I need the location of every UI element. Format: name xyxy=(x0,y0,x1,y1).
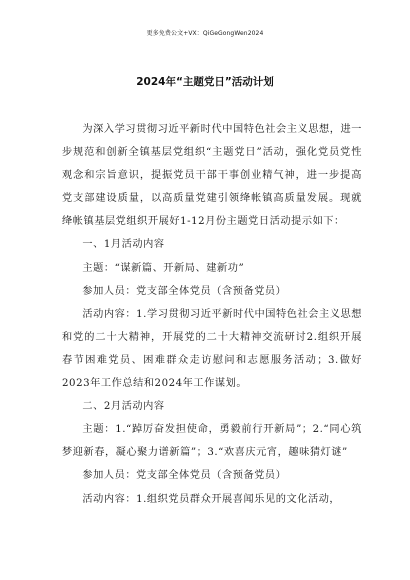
january-activities: 活动内容：1.学习贯彻习近平新时代中国特色社会主义思想和党的二十大精神，开展党的二十大精神交流研讨2.组织开展春节困难党员、困难群众走访慰问和志愿服务活动；3.做好2023年工作总结和2024年工作谋划。 xyxy=(62,308,362,390)
section-heading-february: 二、2月活动内容 xyxy=(82,401,165,413)
intro-paragraph: 为深入学习贯彻习近平新时代中国特色社会主义思想，进一步规范和创新全镇基层党组织“主题党日”活动，强化党员党性观念和宗旨意识，提振党员干部干事创业精气神，进一步提高党支部建设质量，以高质量党建引领绛帐镇高质量发展。现就绛帐镇基层党组织开展好1-12月份主题党日活动提示如下： xyxy=(62,124,362,228)
document-title: 2024年“主题党日”活动计划 xyxy=(136,76,274,88)
february-activities: 活动内容：1.组织党员群众开展喜闻乐见的文化活动， xyxy=(82,493,341,505)
document-body xyxy=(62,118,362,511)
header-note: 更多免费公文+VX：QiGeGongWen2024 xyxy=(146,30,264,37)
january-participants: 参加人员：党支部全体党员（含预备党员） xyxy=(82,285,287,297)
january-theme: 主题：“谋新篇、开新局、建新功” xyxy=(82,262,245,274)
section-heading-january: 一、1月活动内容 xyxy=(82,239,165,251)
february-theme: 主题：1.“踔厉奋发担使命，勇毅前行开新局”；2.“同心筑梦迎新春，凝心聚力谱新篇”；3.“欢喜庆元宵，趣味猜灯谜” xyxy=(62,424,362,459)
february-participants: 参加人员：党支部全体党员（含预备党员） xyxy=(82,470,287,482)
